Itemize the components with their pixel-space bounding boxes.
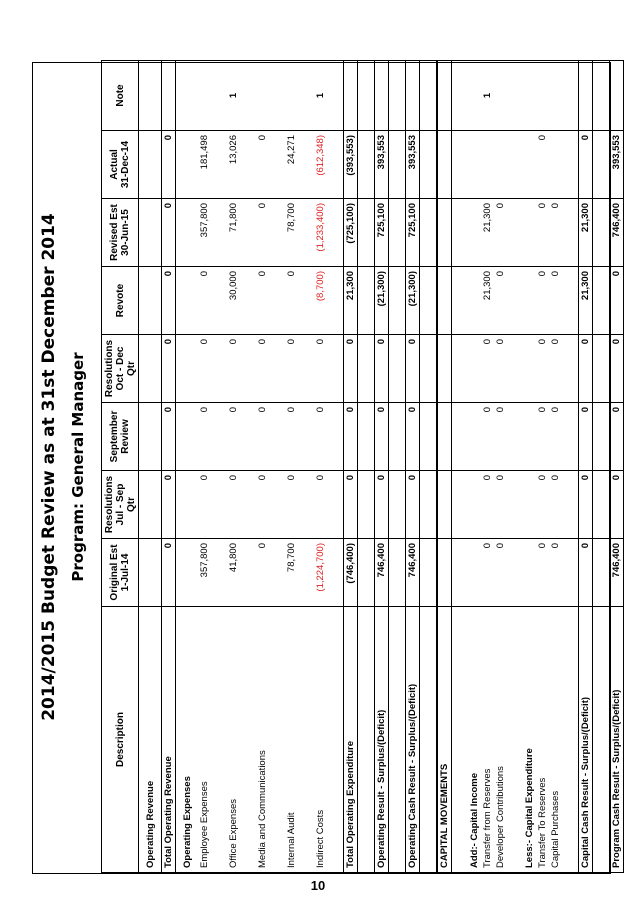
row-value: 0 <box>536 199 549 267</box>
row-label: Program Cash Result - Surplus/(Deficit) <box>610 607 624 873</box>
table-row <box>579 61 593 873</box>
col-note: Note <box>102 61 139 131</box>
row-value: 0 <box>344 403 358 471</box>
row-value: (21,300) <box>375 267 389 335</box>
row-value: 21,300 <box>481 267 494 335</box>
section-capital-movements: CAPITAL MOVEMENTS <box>437 607 452 873</box>
table-row <box>285 61 298 873</box>
col-revised <box>102 199 139 267</box>
col-revised-line2: 30-Jun-15 <box>120 209 131 256</box>
row-value: 0 <box>406 471 420 539</box>
row-value: 0 <box>256 539 269 607</box>
table-row <box>610 61 624 873</box>
row-value: 0 <box>344 471 358 539</box>
row-value: 21,300 <box>579 199 593 267</box>
rotated-page <box>32 62 622 874</box>
row-value: 41,800 <box>227 539 240 607</box>
row-value: (8,700) <box>314 267 327 335</box>
row-label: Operating Result - Surplus/(Deficit) <box>375 607 389 873</box>
table-row <box>256 61 269 873</box>
row-value: 746,400 <box>375 539 389 607</box>
section-heading-row <box>437 61 452 873</box>
row-value: (1,233,400) <box>314 199 327 267</box>
row-value: 0 <box>481 539 494 607</box>
row-value: 0 <box>549 199 562 267</box>
table-row <box>344 61 358 873</box>
col-original-line2: 1-Jul-14 <box>120 553 131 592</box>
table-row <box>481 61 494 873</box>
row-value: 0 <box>256 267 269 335</box>
row-value: 0 <box>285 267 298 335</box>
row-value: 0 <box>536 335 549 403</box>
row-note <box>536 61 549 131</box>
row-value: 0 <box>256 471 269 539</box>
row-value: 393,553 <box>610 131 624 199</box>
table-row <box>314 61 327 873</box>
row-note <box>256 61 269 131</box>
table-row <box>375 61 389 873</box>
row-value: 0 <box>610 403 624 471</box>
col-res-oct-dec-line1: Resolutions <box>103 339 115 398</box>
row-note <box>344 61 358 131</box>
row-value: 725,100 <box>375 199 389 267</box>
row-label: Employee Expenses <box>198 607 211 873</box>
row-value: 0 <box>536 131 549 199</box>
col-september <box>102 403 139 471</box>
row-note <box>198 61 211 131</box>
row-value: (746,400) <box>344 539 358 607</box>
row-note <box>494 61 507 131</box>
row-label: Office Expenses <box>227 607 240 873</box>
row-value: 0 <box>227 335 240 403</box>
row-value: 0 <box>256 403 269 471</box>
row-value: 0 <box>375 471 389 539</box>
row-value: 0 <box>162 199 176 267</box>
row-value: 357,800 <box>198 199 211 267</box>
row-value: 0 <box>579 131 593 199</box>
row-label: Transfer To Reserves <box>536 607 549 873</box>
row-value: 0 <box>344 335 358 403</box>
row-value: 21,300 <box>344 267 358 335</box>
row-value: 0 <box>162 539 176 607</box>
row-value: 0 <box>481 335 494 403</box>
table-row <box>227 61 240 873</box>
section-operating-expenses: Operating Expenses <box>176 607 199 873</box>
row-value: 0 <box>579 539 593 607</box>
col-september-line2: Review <box>120 419 131 454</box>
row-value: 0 <box>610 471 624 539</box>
row-note: 1 <box>227 61 240 131</box>
row-label: Total Operating Revenue <box>162 607 176 873</box>
row-value: 0 <box>162 267 176 335</box>
row-label: Transfer from Reserves <box>481 607 494 873</box>
row-value: 0 <box>227 471 240 539</box>
row-value: 0 <box>198 403 211 471</box>
row-note <box>610 61 624 131</box>
row-value: 746,400 <box>610 199 624 267</box>
col-actual <box>102 131 139 199</box>
row-value: 0 <box>579 403 593 471</box>
table-row <box>406 61 420 873</box>
row-value: 0 <box>549 267 562 335</box>
row-label: Developer Contributions <box>494 607 507 873</box>
row-label: Media and Communications <box>256 607 269 873</box>
row-value: 0 <box>549 403 562 471</box>
row-value: 0 <box>579 471 593 539</box>
row-value: 725,100 <box>406 199 420 267</box>
row-value: 0 <box>256 131 269 199</box>
row-value: 78,700 <box>285 539 298 607</box>
row-value: 746,400 <box>406 539 420 607</box>
row-note <box>285 61 298 131</box>
row-value: 13,026 <box>227 131 240 199</box>
row-value: 0 <box>494 403 507 471</box>
table-row <box>494 61 507 873</box>
row-label: Capital Cash Result - Surplus/(Deficit) <box>579 607 593 873</box>
row-value: (393,553) <box>344 131 358 199</box>
col-actual-line1: Actual <box>109 149 120 180</box>
col-res-oct-dec <box>102 335 139 403</box>
section-add-capital-income: Add:- Capital Income <box>468 607 481 873</box>
row-value: 0 <box>198 267 211 335</box>
row-value <box>494 131 507 199</box>
section-operating-revenue: Operating Revenue <box>139 607 162 873</box>
row-value: 393,553 <box>375 131 389 199</box>
row-value: 0 <box>314 335 327 403</box>
col-actual-line2: 31-Dec-14 <box>120 140 131 189</box>
budget-table <box>101 60 624 873</box>
section-heading-row <box>176 61 199 873</box>
col-description: Description <box>102 607 139 873</box>
row-value: (1,224,700) <box>314 539 327 607</box>
report-title: 2014/2015 Budget Review as at 31st December 2014 <box>39 213 59 721</box>
table-row <box>536 61 549 873</box>
row-value: 0 <box>494 267 507 335</box>
row-note <box>375 61 389 131</box>
row-note <box>579 61 593 131</box>
row-value: 0 <box>285 335 298 403</box>
row-value: 0 <box>494 471 507 539</box>
row-value: 0 <box>536 403 549 471</box>
row-value: 0 <box>227 403 240 471</box>
row-value: 78,700 <box>285 199 298 267</box>
row-note <box>406 61 420 131</box>
row-value: 0 <box>162 131 176 199</box>
section-heading-row <box>139 61 162 873</box>
row-value <box>481 131 494 199</box>
row-value: 0 <box>494 335 507 403</box>
row-label: Internal Audit <box>285 607 298 873</box>
table-row <box>162 61 176 873</box>
col-res-jul-sep-line2: Jul - Sep Qtr <box>114 483 137 526</box>
col-original-line1: Original Est <box>109 544 120 601</box>
page-number: 10 <box>310 878 326 893</box>
row-value: 24,271 <box>285 131 298 199</box>
row-note <box>162 61 176 131</box>
col-september-line1: September <box>109 410 120 463</box>
col-revised-line1: Revised Est <box>109 204 120 261</box>
row-value: 0 <box>375 335 389 403</box>
row-value: 0 <box>285 403 298 471</box>
row-value: 0 <box>256 335 269 403</box>
row-value: 0 <box>549 471 562 539</box>
row-value: 0 <box>481 471 494 539</box>
report-frame <box>32 62 622 874</box>
row-label: Operating Cash Result - Surplus/(Deficit) <box>406 607 420 873</box>
row-value: 0 <box>481 403 494 471</box>
row-note: 1 <box>481 61 494 131</box>
row-value: 0 <box>536 539 549 607</box>
row-value: 393,553 <box>406 131 420 199</box>
table-row <box>549 61 562 873</box>
row-value: 746,400 <box>610 539 624 607</box>
row-label: Indirect Costs <box>314 607 327 873</box>
row-value: 0 <box>406 403 420 471</box>
row-value: 181,498 <box>198 131 211 199</box>
row-value: 0 <box>314 471 327 539</box>
table-row <box>198 61 211 873</box>
row-value: 0 <box>162 335 176 403</box>
row-value: 0 <box>162 403 176 471</box>
row-value: 0 <box>256 199 269 267</box>
program-title: Program: General Manager <box>69 352 87 582</box>
row-value: 0 <box>198 335 211 403</box>
row-value: 0 <box>494 539 507 607</box>
header-row <box>102 61 139 873</box>
section-heading-row <box>523 61 536 873</box>
row-value: 0 <box>536 267 549 335</box>
row-note: 1 <box>314 61 327 131</box>
row-value: (725,100) <box>344 199 358 267</box>
row-label: Capital Purchases <box>549 607 562 873</box>
row-value: 0 <box>285 471 298 539</box>
row-value: 0 <box>536 471 549 539</box>
row-value: 71,800 <box>227 199 240 267</box>
section-heading-row <box>468 61 481 873</box>
row-value: 0 <box>314 403 327 471</box>
row-value: 0 <box>198 471 211 539</box>
col-res-jul-sep-line1: Resolutions <box>103 475 115 534</box>
row-value: 0 <box>549 335 562 403</box>
row-value: 21,300 <box>481 199 494 267</box>
row-value <box>549 131 562 199</box>
col-original <box>102 539 139 607</box>
col-res-jul-sep <box>102 471 139 539</box>
row-value: (612,348) <box>314 131 327 199</box>
col-res-oct-dec-line2: Oct - Dec Qtr <box>114 346 137 391</box>
row-value: 0 <box>375 403 389 471</box>
row-label: Total Operating Expenditure <box>344 607 358 873</box>
row-value: 0 <box>494 199 507 267</box>
row-value: 0 <box>579 335 593 403</box>
row-value: 0 <box>549 539 562 607</box>
row-value: 0 <box>162 471 176 539</box>
row-value: 30,000 <box>227 267 240 335</box>
col-revote: Revote <box>102 267 139 335</box>
row-value: 357,800 <box>198 539 211 607</box>
row-value: 21,300 <box>579 267 593 335</box>
row-note <box>549 61 562 131</box>
section-less-capital-expenditure: Less:- Capital Expenditure <box>523 607 536 873</box>
row-value: 0 <box>610 267 624 335</box>
row-value: (21,300) <box>406 267 420 335</box>
row-value: 0 <box>610 335 624 403</box>
row-value: 0 <box>406 335 420 403</box>
